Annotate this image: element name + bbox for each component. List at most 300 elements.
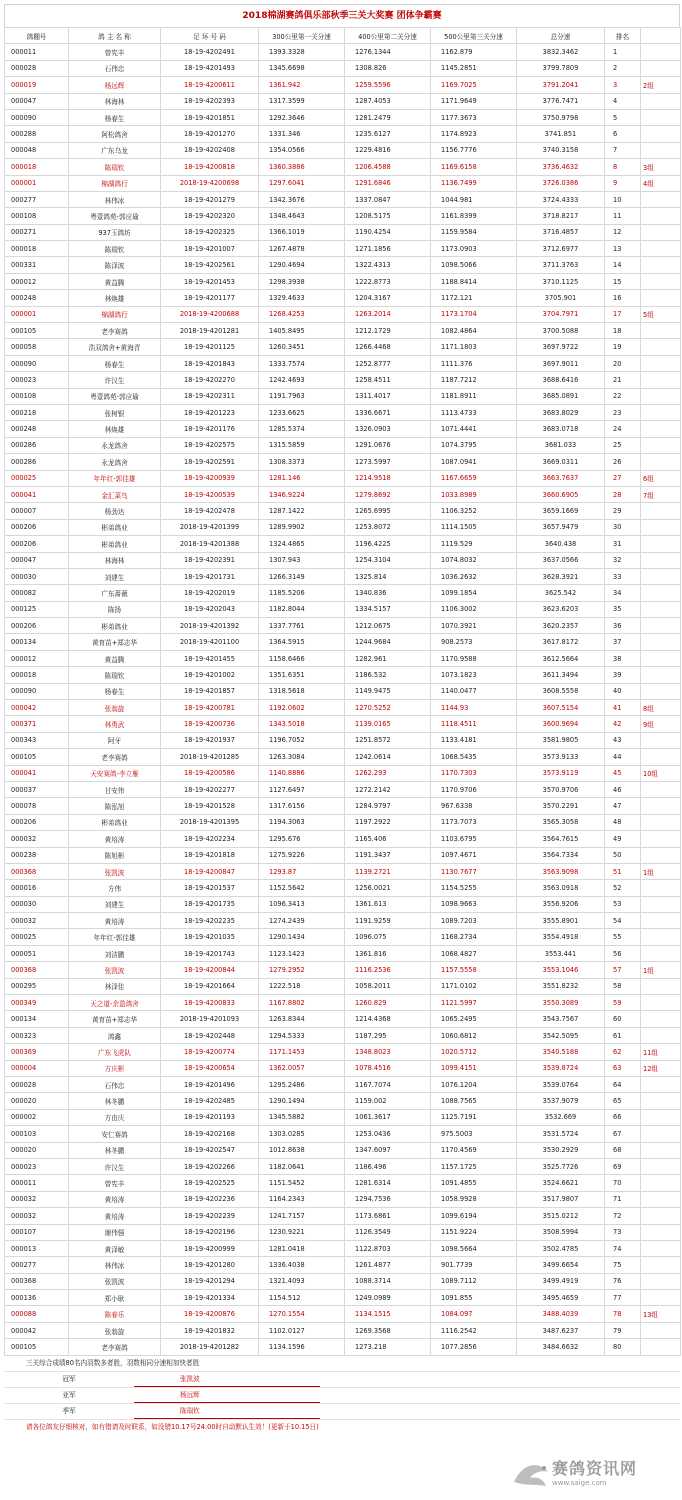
cell-stage3: 1103.6795 [431,831,517,847]
cell-total: 3637.0566 [517,552,605,568]
table-row [5,781,681,797]
cell-stage3: 1169.7025 [431,77,517,93]
cell-pigeon-house: 000001 [5,306,69,322]
cell-total: 3669.0311 [517,454,605,470]
cell-ring: 18-19-4201193 [161,1109,259,1125]
cell-stage3: 1073.1823 [431,667,517,683]
cell-stage3: 1065.2495 [431,1011,517,1027]
cell-total: 3607.5154 [517,700,605,716]
cell-rank: 46 [605,781,641,797]
header-owner: 鸽 主 名 称 [69,28,161,44]
cell-pigeon-house: 000105 [5,323,69,339]
cell-pigeon-house: 000032 [5,1208,69,1224]
cell-stage1: 1351.6351 [259,667,345,683]
table-row [5,863,681,879]
cell-rank: 49 [605,831,641,847]
cell-owner: 甘安伟 [69,781,161,797]
cell-pigeon-house: 000028 [5,60,69,76]
cell-stage2: 1347.6097 [345,1142,431,1158]
cell-group [641,814,681,830]
cell-pigeon-house: 000013 [5,1240,69,1256]
cell-total: 3718.8217 [517,208,605,224]
header-stage3: 500公里第三关分速 [431,28,517,44]
cell-rank: 14 [605,257,641,273]
cell-group: 5组 [641,306,681,322]
cell-rank: 36 [605,618,641,634]
cell-total: 3556.9206 [517,896,605,912]
cell-total: 3524.6621 [517,1175,605,1191]
cell-stage1: 1191.7963 [259,388,345,404]
cell-pigeon-house: 000007 [5,503,69,519]
table-row [5,880,681,896]
cell-rank: 53 [605,896,641,912]
cell-group [641,1175,681,1191]
cell-group [641,126,681,142]
cell-pigeon-house: 000041 [5,486,69,502]
cell-total: 3551.8232 [517,978,605,994]
cell-total: 3712.6977 [517,241,605,257]
cell-stage2: 1308.826 [345,60,431,76]
cell-stage3: 1060.6812 [431,1027,517,1043]
cell-owner: 彬弟鸽业 [69,536,161,552]
cell-stage3: 1116.2542 [431,1322,517,1338]
cell-ring: 18-19-4202561 [161,257,259,273]
cell-total: 3776.7471 [517,93,605,109]
cell-stage3: 1171.9649 [431,93,517,109]
cell-group [641,650,681,666]
cell-ring: 18-19-4200939 [161,470,259,486]
cell-total: 3495.4659 [517,1290,605,1306]
cell-ring: 18-19-4201002 [161,667,259,683]
header-ring: 足 环 号 码 [161,28,259,44]
cell-ring: 18-19-4200539 [161,486,259,502]
cell-stage1: 1267.4878 [259,241,345,257]
table-row [5,257,681,273]
cell-ring: 18-19-4202485 [161,1093,259,1109]
cell-ring: 18-19-4201176 [161,421,259,437]
cell-pigeon-house: 000105 [5,1339,69,1355]
cell-stage1: 1279.2952 [259,962,345,978]
cell-owner: 杨春生 [69,683,161,699]
cell-total: 3710.1125 [517,273,605,289]
header-stage1: 300公里第一关分速 [259,28,345,44]
cell-stage3: 1082.4864 [431,323,517,339]
cell-stage1: 1364.5915 [259,634,345,650]
table-row [5,519,681,535]
cell-rank: 31 [605,536,641,552]
cell-pigeon-house: 000136 [5,1290,69,1306]
cell-stage2: 1214.9518 [345,470,431,486]
cell-stage2: 1260.829 [345,995,431,1011]
cell-ring: 2018-19-4201281 [161,323,259,339]
cell-ring: 18-19-4201007 [161,241,259,257]
cell-ring: 18-19-4202575 [161,437,259,453]
cell-pigeon-house: 000011 [5,1175,69,1191]
cell-rank: 61 [605,1027,641,1043]
cell-owner: 阿牙 [69,732,161,748]
table-row [5,486,681,502]
cell-group [641,781,681,797]
cell-stage1: 1164.2343 [259,1191,345,1207]
cell-group [641,454,681,470]
cell-stage1: 1318.5618 [259,683,345,699]
cell-pigeon-house: 000004 [5,1060,69,1076]
cell-group [641,1240,681,1256]
cell-pigeon-house: 000012 [5,650,69,666]
table-row [5,1027,681,1043]
cell-total: 3623.6203 [517,601,605,617]
cell-owner: 937玉鸽坊 [69,224,161,240]
cell-stage1: 1354.0566 [259,142,345,158]
cell-owner: 陈春乐 [69,1306,161,1322]
cell-owner: 彬弟鸽业 [69,618,161,634]
cell-pigeon-house: 000107 [5,1224,69,1240]
cell-ring: 18-19-4201537 [161,880,259,896]
cell-pigeon-house: 000051 [5,945,69,961]
cell-total: 3659.1669 [517,503,605,519]
cell-rank: 58 [605,978,641,994]
cell-stage1: 1167.8802 [259,995,345,1011]
cell-rank: 57 [605,962,641,978]
cell-stage1: 1348.4643 [259,208,345,224]
table-row [5,159,681,175]
cell-stage2: 1279.8692 [345,486,431,502]
cell-pigeon-house: 000048 [5,142,69,158]
cell-ring: 18-19-4201743 [161,945,259,961]
cell-total: 3716.4857 [517,224,605,240]
cell-rank: 26 [605,454,641,470]
cell-ring: 18-19-4201496 [161,1077,259,1093]
cell-rank: 35 [605,601,641,617]
cell-total: 3570.2291 [517,798,605,814]
cell-rank: 23 [605,404,641,420]
cell-pigeon-house: 000323 [5,1027,69,1043]
cell-rank: 5 [605,109,641,125]
cell-stage1: 1171.1453 [259,1044,345,1060]
cell-rank: 63 [605,1060,641,1076]
cell-group: 9组 [641,716,681,732]
table-row [5,224,681,240]
cell-pigeon-house: 000108 [5,388,69,404]
cell-ring: 2018-19-4200688 [161,306,259,322]
cell-ring: 18-19-4200833 [161,995,259,1011]
cell-pigeon-house: 000286 [5,454,69,470]
cell-rank: 6 [605,126,641,142]
cell-group [641,388,681,404]
cell-pigeon-house: 000277 [5,1257,69,1273]
cell-stage3: 1151.9224 [431,1224,517,1240]
cell-stage3: 1076.1204 [431,1077,517,1093]
header-total: 总分速 [517,28,605,44]
cell-owner: 林泽佳 [69,978,161,994]
cell-pigeon-house: 000288 [5,126,69,142]
cell-total: 3540.5188 [517,1044,605,1060]
cell-ring: 18-19-4202311 [161,388,259,404]
cell-total: 3711.3763 [517,257,605,273]
cell-stage1: 1268.4253 [259,306,345,322]
cell-stage1: 1285.5374 [259,421,345,437]
cell-stage3: 1033.8989 [431,486,517,502]
cell-stage3: 1091.4855 [431,1175,517,1191]
cell-stage2: 1126.3549 [345,1224,431,1240]
cell-total: 3697.9722 [517,339,605,355]
cell-group [641,1224,681,1240]
cell-group [641,1322,681,1338]
cell-stage3: 1089.7112 [431,1273,517,1289]
cell-stage1: 1290.1434 [259,929,345,945]
cell-stage3: 1161.8399 [431,208,517,224]
cell-rank: 1 [605,44,641,60]
cell-rank: 59 [605,995,641,1011]
cell-stage1: 1281.146 [259,470,345,486]
cell-stage2: 1263.2014 [345,306,431,322]
cell-stage3: 1074.3795 [431,437,517,453]
cell-stage1: 1134.1596 [259,1339,345,1355]
cell-ring: 18-19-4200844 [161,962,259,978]
cell-ring: 18-19-4202525 [161,1175,259,1191]
cell-stage1: 1263.3084 [259,749,345,765]
cell-ring: 2018-19-4201392 [161,618,259,634]
cell-owner: 彬弟鸽业 [69,519,161,535]
cell-ring: 18-19-4202391 [161,552,259,568]
cell-pigeon-house: 000206 [5,814,69,830]
cell-rank: 62 [605,1044,641,1060]
award-value: 张凯波 [134,1372,320,1387]
cell-rank: 25 [605,437,641,453]
cell-ring: 18-19-4201731 [161,568,259,584]
table-row [5,454,681,470]
cell-group [641,372,681,388]
cell-pigeon-house: 000001 [5,175,69,191]
cell-owner: 林伟冰 [69,191,161,207]
cell-rank: 76 [605,1273,641,1289]
award-row-third [4,1404,680,1420]
cell-total: 3660.6905 [517,486,605,502]
cell-group [641,109,681,125]
header-group [641,28,681,44]
table-row [5,290,681,306]
cell-stage3: 1098.5664 [431,1240,517,1256]
cell-ring: 2018-19-4201282 [161,1339,259,1355]
cell-stage3: 1171.1803 [431,339,517,355]
table-row [5,1044,681,1060]
cell-stage1: 1324.4865 [259,536,345,552]
cell-stage1: 1343.5018 [259,716,345,732]
cell-stage1: 1152.5642 [259,880,345,896]
cell-stage2: 1149.9475 [345,683,431,699]
cell-total: 3543.7567 [517,1011,605,1027]
cell-group [641,880,681,896]
cell-total: 3539.8724 [517,1060,605,1076]
cell-stage2: 1235.6127 [345,126,431,142]
cell-owner: 石伟忠 [69,1077,161,1093]
cell-stage1: 1281.0418 [259,1240,345,1256]
cell-stage2: 1229.4816 [345,142,431,158]
cell-stage2: 1212.1729 [345,323,431,339]
cell-stage1: 1295.676 [259,831,345,847]
cell-stage2: 1242.0614 [345,749,431,765]
cell-ring: 18-19-4200586 [161,765,259,781]
cell-stage1: 1230.9221 [259,1224,345,1240]
cell-pigeon-house: 000018 [5,159,69,175]
cell-ring: 18-19-4202266 [161,1158,259,1174]
table-row [5,634,681,650]
cell-owner: 陈瑞钦 [69,667,161,683]
cell-stage3: 1044.981 [431,191,517,207]
cell-stage2: 1291.0676 [345,437,431,453]
table-row [5,585,681,601]
cell-stage1: 1317.3599 [259,93,345,109]
cell-stage2: 1340.836 [345,585,431,601]
cell-group [641,421,681,437]
cell-total: 3553.1046 [517,962,605,978]
cell-total: 3799.7809 [517,60,605,76]
cell-stage3: 1074.8032 [431,552,517,568]
cell-ring: 18-19-4201832 [161,1322,259,1338]
cell-stage1: 1123.1423 [259,945,345,961]
cell-stage3: 1089.7203 [431,913,517,929]
cell-stage2: 1116.2536 [345,962,431,978]
table-row [5,1175,681,1191]
cell-group [641,339,681,355]
cell-stage1: 1154.512 [259,1290,345,1306]
cell-pigeon-house: 000032 [5,831,69,847]
table-row [5,109,681,125]
cell-pigeon-house: 000277 [5,191,69,207]
cell-pigeon-house: 000018 [5,241,69,257]
cell-stage2: 1167.7074 [345,1077,431,1093]
cell-group [641,404,681,420]
cell-rank: 54 [605,913,641,929]
cell-stage1: 1298.3938 [259,273,345,289]
cell-stage1: 1333.7574 [259,355,345,371]
cell-rank: 44 [605,749,641,765]
cell-group [641,601,681,617]
cell-total: 3697.9011 [517,355,605,371]
cell-stage3: 1144.93 [431,700,517,716]
cell-group [641,355,681,371]
cell-rank: 52 [605,880,641,896]
cell-stage3: 1113.4733 [431,404,517,420]
cell-stage3: 1162.879 [431,44,517,60]
cell-stage3: 1111.376 [431,355,517,371]
cell-owner: 陈瑞钦 [69,241,161,257]
cell-ring: 18-19-4201270 [161,126,259,142]
cell-owner: 黄培涛 [69,831,161,847]
cell-ring: 2018-19-4201388 [161,536,259,552]
cell-owner: 黄育苗+郑志华 [69,1011,161,1027]
cell-rank: 27 [605,470,641,486]
cell-total: 3608.5558 [517,683,605,699]
cell-ring: 18-19-4201493 [161,60,259,76]
cell-ring: 18-19-4201851 [161,109,259,125]
cell-stage2: 1122.8703 [345,1240,431,1256]
cell-stage1: 1393.3328 [259,44,345,60]
cell-rank: 78 [605,1306,641,1322]
cell-stage1: 1263.8344 [259,1011,345,1027]
cell-rank: 65 [605,1093,641,1109]
table-row [5,421,681,437]
cell-rank: 79 [605,1322,641,1338]
cell-stage1: 1293.87 [259,863,345,879]
cell-ring: 18-19-4202491 [161,44,259,60]
cell-owner: 广东乌龙 [69,142,161,158]
cell-group [641,831,681,847]
header-pigeon-house: 鸽棚号 [5,28,69,44]
cell-pigeon-house: 000286 [5,437,69,453]
cell-rank: 29 [605,503,641,519]
cell-stage1: 1127.6497 [259,781,345,797]
results-sheet [4,4,680,1435]
cell-total: 3530.2929 [517,1142,605,1158]
table-row [5,814,681,830]
footer [4,1356,680,1435]
cell-stage2: 1212.0675 [345,618,431,634]
cell-rank: 16 [605,290,641,306]
cell-owner: 黄培涛 [69,913,161,929]
cell-stage3: 1118.4511 [431,716,517,732]
cell-stage1: 1315.5859 [259,437,345,453]
cell-stage2: 1273.218 [345,1339,431,1355]
table-row [5,93,681,109]
cell-stage2: 1361.613 [345,896,431,912]
table-row [5,1306,681,1322]
watermark-logo [508,1452,658,1492]
cell-stage2: 1058.2011 [345,978,431,994]
cell-rank: 32 [605,552,641,568]
cell-ring: 18-19-4201177 [161,290,259,306]
cell-owner: 黄育苗+郑志华 [69,634,161,650]
cell-stage1: 1321.4093 [259,1273,345,1289]
table-row [5,1060,681,1076]
table-row [5,1077,681,1093]
cell-ring: 18-19-4202270 [161,372,259,388]
cell-stage2: 1281.2479 [345,109,431,125]
cell-stage2: 1256.0021 [345,880,431,896]
cell-group [641,503,681,519]
cell-total: 3525.7726 [517,1158,605,1174]
cell-group [641,290,681,306]
cell-rank: 68 [605,1142,641,1158]
cell-stage2: 1336.6671 [345,404,431,420]
cell-ring: 18-19-4200736 [161,716,259,732]
cell-rank: 50 [605,847,641,863]
table-row [5,372,681,388]
cell-stage3: 1071.4441 [431,421,517,437]
cell-stage1: 1260.3451 [259,339,345,355]
cell-ring: 18-19-4202547 [161,1142,259,1158]
cell-owner: 刘建生 [69,896,161,912]
cell-group [641,437,681,453]
table-row [5,716,681,732]
cell-stage1: 1366.1019 [259,224,345,240]
cell-stage2: 1251.8572 [345,732,431,748]
cell-ring: 18-19-4202239 [161,1208,259,1224]
cell-stage2: 1272.2142 [345,781,431,797]
cell-stage3: 1070.3921 [431,618,517,634]
cell-stage2: 1266.4468 [345,339,431,355]
cell-pigeon-house: 000295 [5,978,69,994]
cell-pigeon-house: 000103 [5,1126,69,1142]
cell-stage1: 1270.1554 [259,1306,345,1322]
cell-total: 3685.0891 [517,388,605,404]
cell-total: 3565.3058 [517,814,605,830]
cell-pigeon-house: 000078 [5,798,69,814]
table-row [5,847,681,863]
cell-stage3: 1188.8414 [431,273,517,289]
cell-stage2: 1204.3167 [345,290,431,306]
cell-ring: 18-19-4202236 [161,1191,259,1207]
